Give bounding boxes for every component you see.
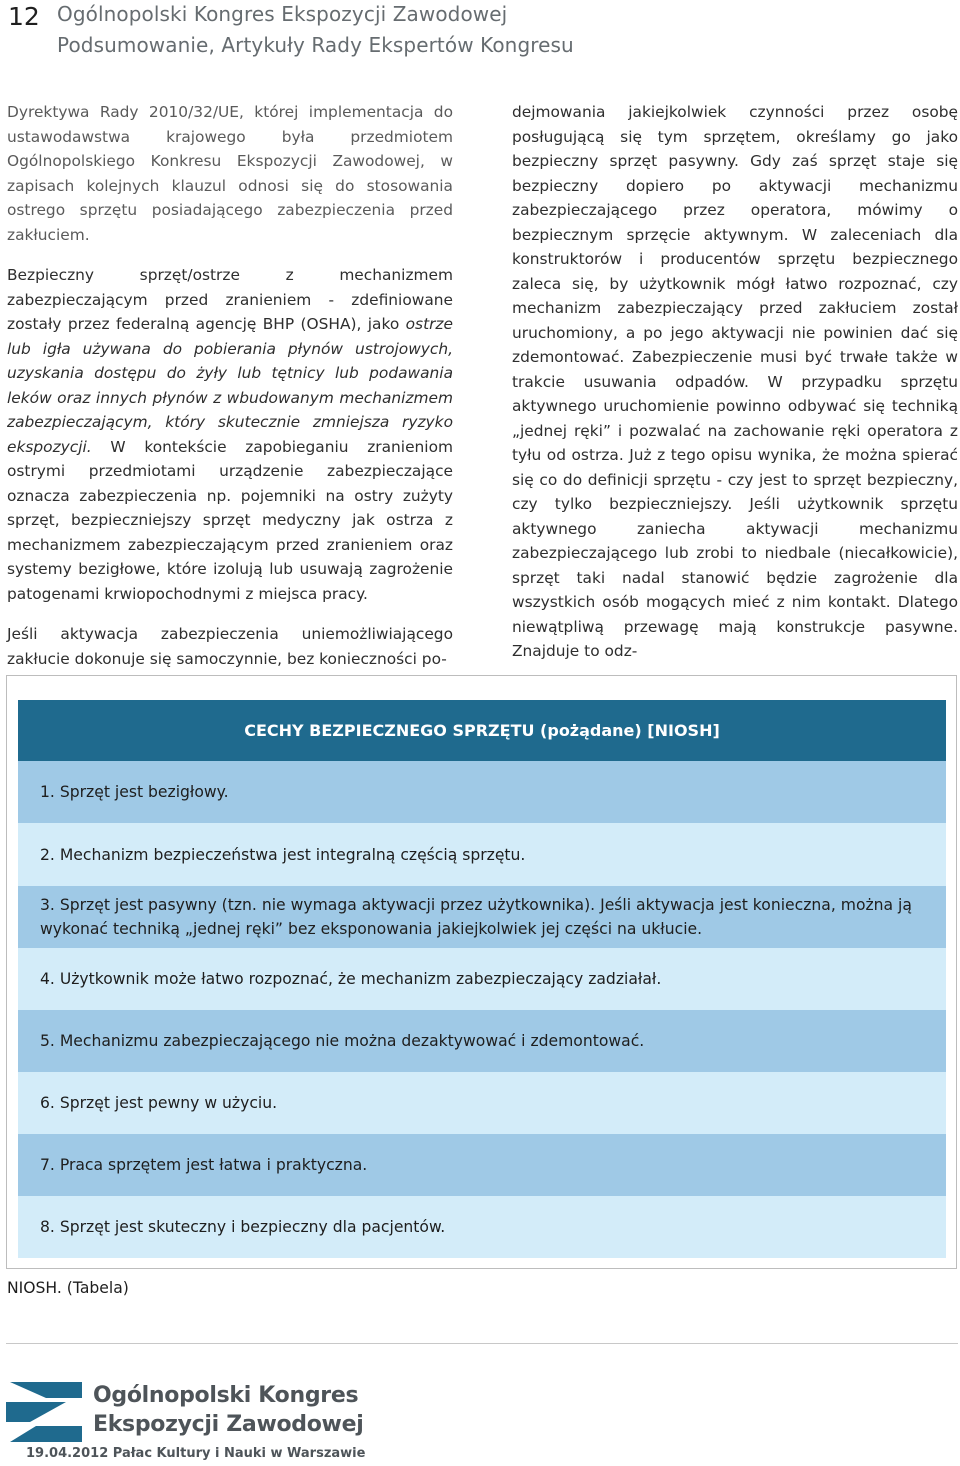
definition-text-b: W kontekście zapobieganiu zranieniom ostrymi przedmiotami urządzenie zabezpieczające oznacza zabezpieczenia np. pojemniki na ostry zużyty sprzęt, bezpieczniejszy sprzęt medyczny jak ostrza z mechanizmem zabezpieczającym przed zranieniem oraz systemy bezigłowe, które izolują lub usuwają zagrożenie patogenami krwiopochodnymi z miejsca pracy. xyxy=(7,437,453,603)
left-column xyxy=(7,100,453,687)
table-caption: NIOSH. (Tabela) xyxy=(7,1279,129,1297)
table-row: 1. Sprzęt jest bezigłowy. xyxy=(18,761,946,823)
table-row: 5. Mechanizmu zabezpieczającego nie można dezaktywować i zdemontować. xyxy=(18,1010,946,1072)
paragraph-directive: Dyrektywa Rady 2010/32/UE, której implementacja do ustawodawstwa krajowego była przedmiotem Ogólnopolskiego Konkresu Ekspozycji Zawodowej, w zapisach kolejnych klauzul odnosi się do stosowania ostrego sprzętu posiadającego zabezpieczenia przed zakłuciem. xyxy=(7,103,453,244)
table-row: 2. Mechanizm bezpieczeństwa jest integralną częścią sprzętu. xyxy=(18,823,946,886)
congress-logo-icon xyxy=(6,1382,86,1442)
header-subtitle: Podsumowanie, Artykuły Rady Ekspertów Kongresu xyxy=(57,33,574,57)
definition-text-a: Bezpieczny sprzęt/ostrze z mechanizmem zabezpieczającym przed zranieniem - zdefiniowane zostały przez federalną agencję BHP (OSHA), jako xyxy=(7,266,453,333)
event-date-venue: 19.04.2012 Pałac Kultury i Nauki w Warszawie xyxy=(26,1446,366,1461)
table-title: CECHY BEZPIECZNEGO SPRZĘTU (pożądane) [NIOSH] xyxy=(18,700,946,761)
table-row: 3. Sprzęt jest pasywny (tzn. nie wymaga aktywacji przez użytkownika). Jeśli aktywacja jest konieczna, można ją wykonać techniką „jednej ręki” bez eksponowania jakiejkolwiek jej części na ukłucie. xyxy=(18,886,946,948)
table-row: 6. Sprzęt jest pewny w użyciu. xyxy=(18,1072,946,1134)
page-header xyxy=(0,0,960,70)
logo-text-line1: Ogólnopolski Kongres xyxy=(93,1383,359,1408)
table-row: 7. Praca sprzętem jest łatwa i praktyczna. xyxy=(18,1134,946,1196)
logo-text-line2: Ekspozycji Zawodowej xyxy=(93,1412,364,1437)
page-number: 12 xyxy=(8,2,40,31)
paragraph-passive-active: dejmowania jakiejkolwiek czynności przez osobę posługującą się tym sprzętem, określamy go jako bezpieczny sprzęt pasywny. Gdy zaś sprzęt staje się bezpieczny dopiero po aktywacji mechanizmu zabezpieczającego przez operatora, mówimy o bezpiecznym sprzęcie aktywnym. W zaleceniach dla konstruktorów i producentów sprzętu bezpiecznego zaleca się, by użytkownik mógł łatwo rozpoznać, czy mechanizm zabezpieczający przed zakłuciem został uruchomiony, a po jego aktywacji nie powinien dać się zdemontować. Zabezpieczenie musi być trwałe także w trakcie usuwania odpadów. W przypadku sprzętu aktywnego uruchomienie powinno odbywać się techniką „jednej ręki” i pozwalać na zachowanie ręki operatora z tyłu od ostrza. Już z tego opisu wynika, że można spierać się co do definicji sprzętu - czy jest to sprzęt bezpieczny, czy tylko bezpieczniejszy. Jeśli użytkownik sprzętu aktywnego zaniecha aktywacji mechanizmu zabezpieczającego lub zrobi to niedbale (niecałkowicie), sprzęt taki nadal stanowić będzie zagrożenie dla wszystkich osób mogących mieć z nim kontakt. Dlatego niewątpliwą przewagę mają konstrukcje pasywne. Znajduje to odz- xyxy=(512,103,958,660)
definition-italic: ostrze lub igła używana do pobierania płynów ustrojowych, uzyskania dostępu do żyły lub tętnicy lub podawania leków oraz innych płynów z wbudowanym mechanizmem zabezpieczającym, który skutecznie zmniejsza ryzyko ekspozycji. xyxy=(7,315,453,456)
paragraph-activation: Jeśli aktywacja zabezpieczenia uniemożliwiającego zakłucie dokonuje się samoczynnie, bez konieczności po- xyxy=(7,625,453,668)
right-column xyxy=(512,100,958,680)
header-title: Ogólnopolski Kongres Ekspozycji Zawodowej xyxy=(57,2,508,26)
footer-divider xyxy=(6,1343,958,1344)
paragraph-definition xyxy=(7,263,453,606)
table-row: 4. Użytkownik może łatwo rozpoznać, że mechanizm zabezpieczający zadziałał. xyxy=(18,948,946,1010)
table-row: 8. Sprzęt jest skuteczny i bezpieczny dla pacjentów. xyxy=(18,1196,946,1258)
